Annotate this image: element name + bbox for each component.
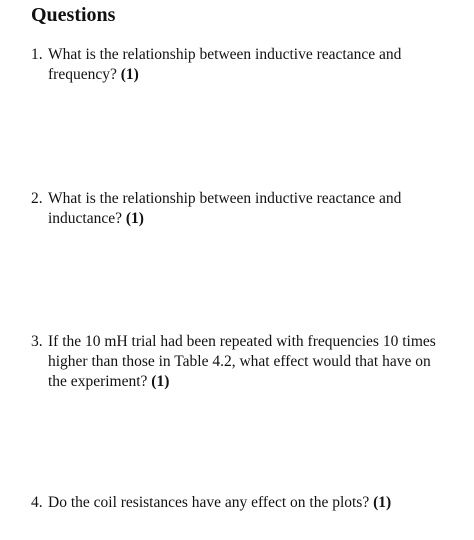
question-text [48,493,451,513]
question-4 [31,493,451,513]
question-text [48,332,451,392]
question-body: What is the relationship between inductive reactance and frequency? [48,46,402,83]
question-3 [31,332,451,392]
question-marks: (1) [125,210,144,227]
question-number: 2. [31,190,43,207]
question-body: If the 10 mH trial had been repeated with frequencies 10 times higher than those in Table 4.2, what effect would that have on the experiment? [48,333,436,390]
question-marks: (1) [151,373,170,390]
question-marks: (1) [373,494,392,511]
question-body: Do the coil resistances have any effect on the plots? [48,494,370,511]
question-marks: (1) [120,66,139,83]
question-body: What is the relationship between inductive reactance and inductance? [48,190,402,227]
question-number: 4. [31,494,43,511]
question-2 [31,189,451,229]
question-text [48,45,451,85]
page-title: Questions [31,4,116,26]
question-1 [31,45,451,85]
question-number: 3. [31,333,43,350]
question-text [48,189,451,229]
question-number: 1. [31,46,43,63]
